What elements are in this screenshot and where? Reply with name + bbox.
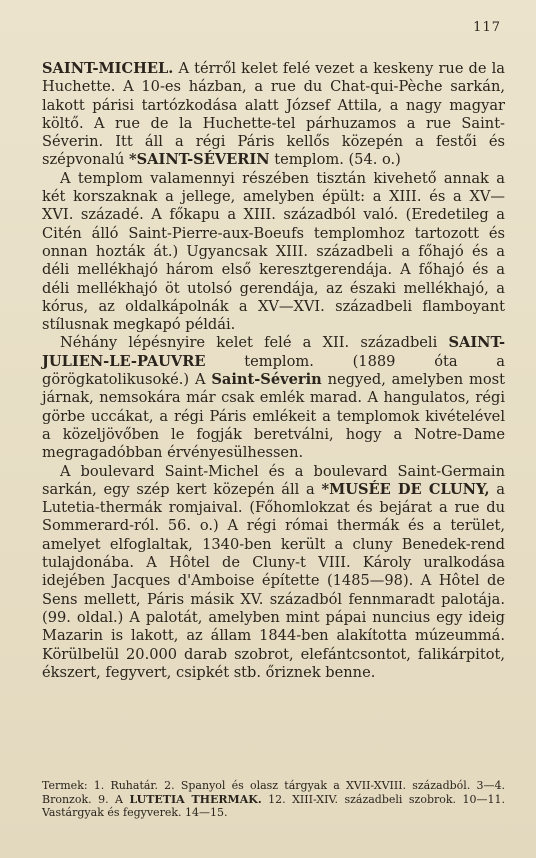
bold-text: SAINT-MICHEL. [42, 60, 174, 77]
paragraph [42, 334, 505, 462]
bold-text: Saint-Séverin [211, 371, 322, 389]
text-run: Néhány lépésnyire kelet felé a XII. századbeli [60, 334, 449, 352]
text-run: templom. (1889 óta a görögkatolikusoké.) A [42, 352, 505, 389]
text-run: a Lutetia-thermák romjaival. (Főhomlokzat és bejárat a rue du Sommerard-ról. 56. o.) A régi római thermák és a terület, amelyet elfoglaltak, 1340-ben került a cluny Benedek-rend tulajdonába. A Hôtel de Cluny-t VIII. Károly uralkodása idejében Jacques d'Amboise építette (1485—98). A Hôtel de Sens mellett, Páris másik XV. századból fennmaradt palotája. (99. oldal.) A palotát, amelyben mint pápai nuncius egy ideig Mazarin is lakott, az állam 1844-ben alakította múzeummá. Körülbelül 20.000 darab szobrot, elefántcsontot, falikárpitot, ékszert, fegyvert, csipkét stb. őriznek benne. [42, 480, 505, 681]
paragraph [42, 463, 505, 683]
text-run: negyed, amelyben most járnak, nemsokára már csak emlék marad. A hangulatos, régi görbe uccákat, a régi Páris emlékeit a templomok kivételével a közeljövőben le fogják beretválni, hogy a Notre-Dame megragadóbban érvényesülhessen. [42, 371, 505, 462]
bold-text: *SAINT-SÉVERIN [129, 151, 270, 169]
text-run: Termek: 1. Ruhatár. 2. Spanyol és olasz tárgyak a XVII-XVIII. századból. 3—4. Bronzok. 9. A [42, 779, 505, 806]
text-run: templom. (54. o.) [269, 151, 401, 169]
paragraph [42, 170, 505, 335]
bold-text: *MUSÉE DE CLUNY, [321, 480, 490, 498]
footnote [42, 779, 505, 820]
page-number: 117 [473, 20, 501, 35]
text-run: A boulevard Saint-Michel és a boulevard Saint-Germain sarkán, egy szép kert közepén áll a [42, 462, 505, 498]
text-run: A térről kelet felé vezet a keskeny rue de la Huchette. A 10-es házban, a rue du Chat-qui-Pèche sarkán, lakott párisi tartózkodása alatt József Attila, a nagy magyar költő. A rue de la Huchette-tel párhuzamos a rue Saint-Séverin. Itt áll a régi Páris kellős közepén a festői és szépvonalú [42, 60, 505, 169]
paragraph [42, 60, 505, 170]
bold-text: SAINT-JULIEN-LE-PAUVRE [42, 334, 505, 370]
body-text [42, 60, 505, 682]
text-run: A templom valamennyi részében tisztán kivehető annak a két korszaknak a jellege, amelyben épült: a XIII. és a XV—XVI. századé. A főkapu a XIII. századból való. (Eredetileg a Citén álló Saint-Pierre-aux-Boeufs templomhoz tartozott és onnan hozták át.) Ugyancsak XIII. századbeli a főhajó és a déli mellékhajó három első keresztgerendája. A főhajó és a déli mellékhajó öt utolsó gerendája, az északi mellékhajó, a kórus, az oldalkápolnák a XV—XVI. századbeli flamboyant stílusnak megkapó példái. [42, 169, 505, 334]
text-run: 12. XIII-XIV. századbeli szobrok. 10—11. Vastárgyak és fegyverek. 14—15. [42, 792, 505, 820]
bold-text: LUTETIA THERMAK. [129, 792, 262, 806]
